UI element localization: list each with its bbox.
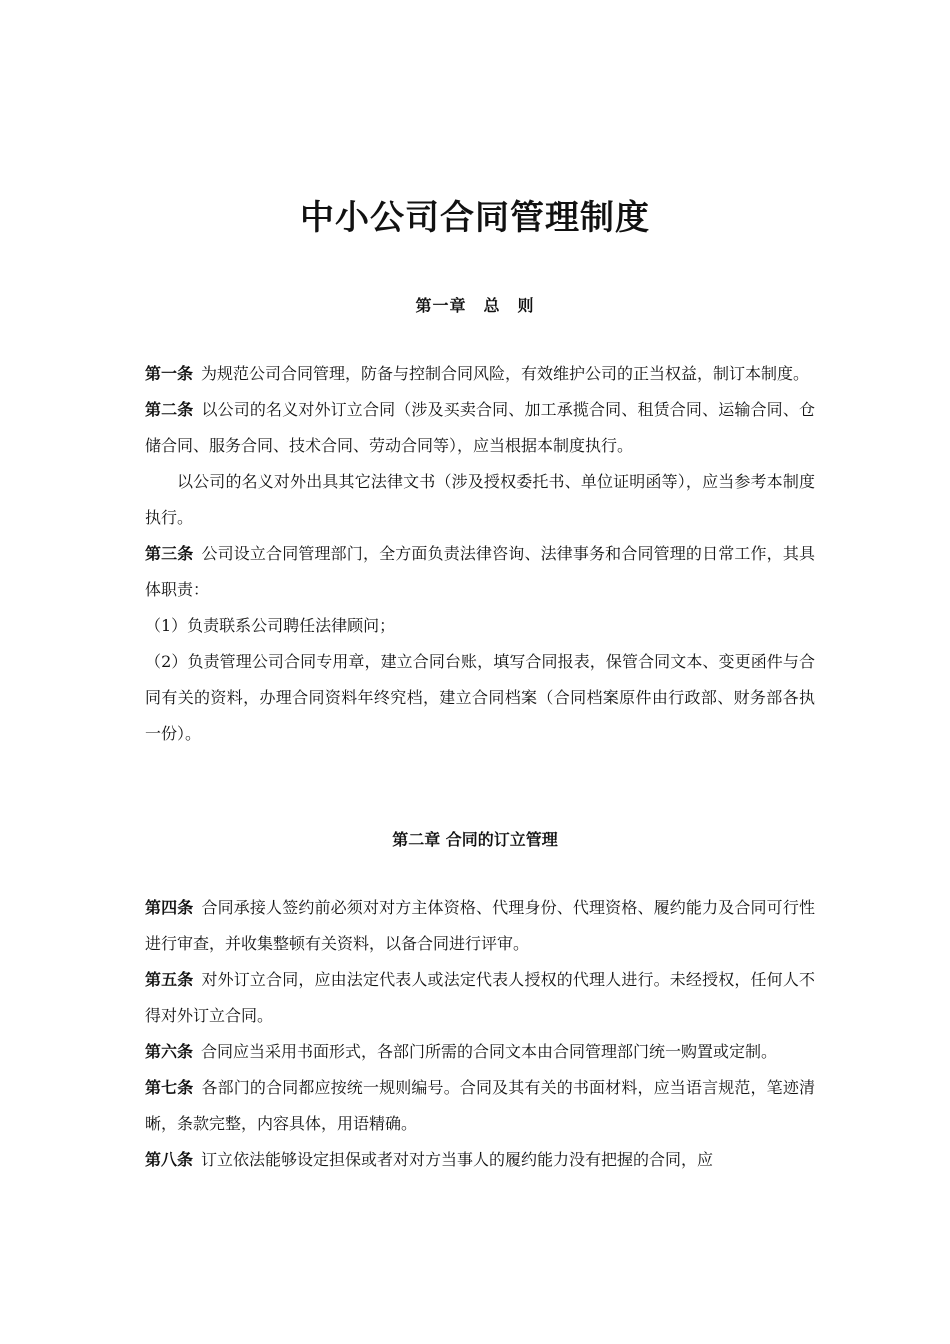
article-text: 对外订立合同，应由法定代表人或法定代表人授权的代理人进行。未经授权，任何人不得对外订立合同。 (145, 970, 815, 1025)
article-text: 订立依法能够设定担保或者对对方当事人的履约能力没有把握的合同，应 (201, 1150, 714, 1169)
chapter-1-heading: 第一章 总 则 (415, 296, 535, 315)
article-3 (145, 536, 815, 608)
article-number: 第五条 (145, 970, 194, 989)
article-number: 第三条 (145, 544, 194, 563)
document-title: 中小公司合同管理制度 (300, 198, 650, 238)
article-text: 以公司的名义对外订立合同（涉及买卖合同、加工承揽合同、租赁合同、运输合同、仓储合同、服务合同、技术合同、劳动合同等），应当根据本制度执行。 (145, 400, 815, 455)
article-6 (145, 1034, 815, 1070)
chapter-1-body (145, 356, 815, 752)
article-8 (145, 1142, 815, 1178)
article-1 (145, 356, 815, 392)
article-7 (145, 1070, 815, 1142)
article-text: 合同承接人签约前必须对对方主体资格、代理身份、代理资格、履约能力及合同可行性进行审查，并收集整顿有关资料，以备合同进行评审。 (145, 898, 815, 953)
article-number: 第七条 (145, 1078, 194, 1097)
chapter-2-heading: 第二章 合同的订立管理 (392, 830, 558, 849)
article-number: 第六条 (145, 1042, 194, 1061)
article-2 (145, 392, 815, 464)
article-text: 各部门的合同都应按统一规则编号。合同及其有关的书面材料，应当语言规范，笔迹清晰，条款完整，内容具体，用语精确。 (145, 1078, 815, 1133)
article-number: 第一条 (145, 364, 194, 383)
article-text: 合同应当采用书面形式，各部门所需的合同文本由合同管理部门统一购置或定制。 (201, 1042, 778, 1061)
article-2-extra: 以公司的名义对外出具其它法律文书（涉及授权委托书、单位证明函等），应当参考本制度执行。 (145, 472, 815, 527)
article-text: 公司设立合同管理部门，全方面负责法律咨询、法律事务和合同管理的日常工作，其具体职责： (145, 544, 815, 599)
article-number: 第二条 (145, 400, 194, 419)
article-number: 第四条 (145, 898, 194, 917)
article-text: 为规范公司合同管理，防备与控制合同风险，有效维护公司的正当权益，制订本制度。 (201, 364, 810, 383)
article-number: 第八条 (145, 1150, 194, 1169)
duty-item-1: （1）负责联系公司聘任法律顾问； (145, 616, 396, 635)
article-4 (145, 890, 815, 962)
chapter-2-body (145, 890, 815, 1178)
duty-item-2: （2）负责管理公司合同专用章，建立合同台账，填写合同报表，保管合同文本、变更函件与合同有关的资料，办理合同资料年终究档，建立合同档案（合同档案原件由行政部、财务部各执一份）。 (145, 652, 815, 743)
article-5 (145, 962, 815, 1034)
